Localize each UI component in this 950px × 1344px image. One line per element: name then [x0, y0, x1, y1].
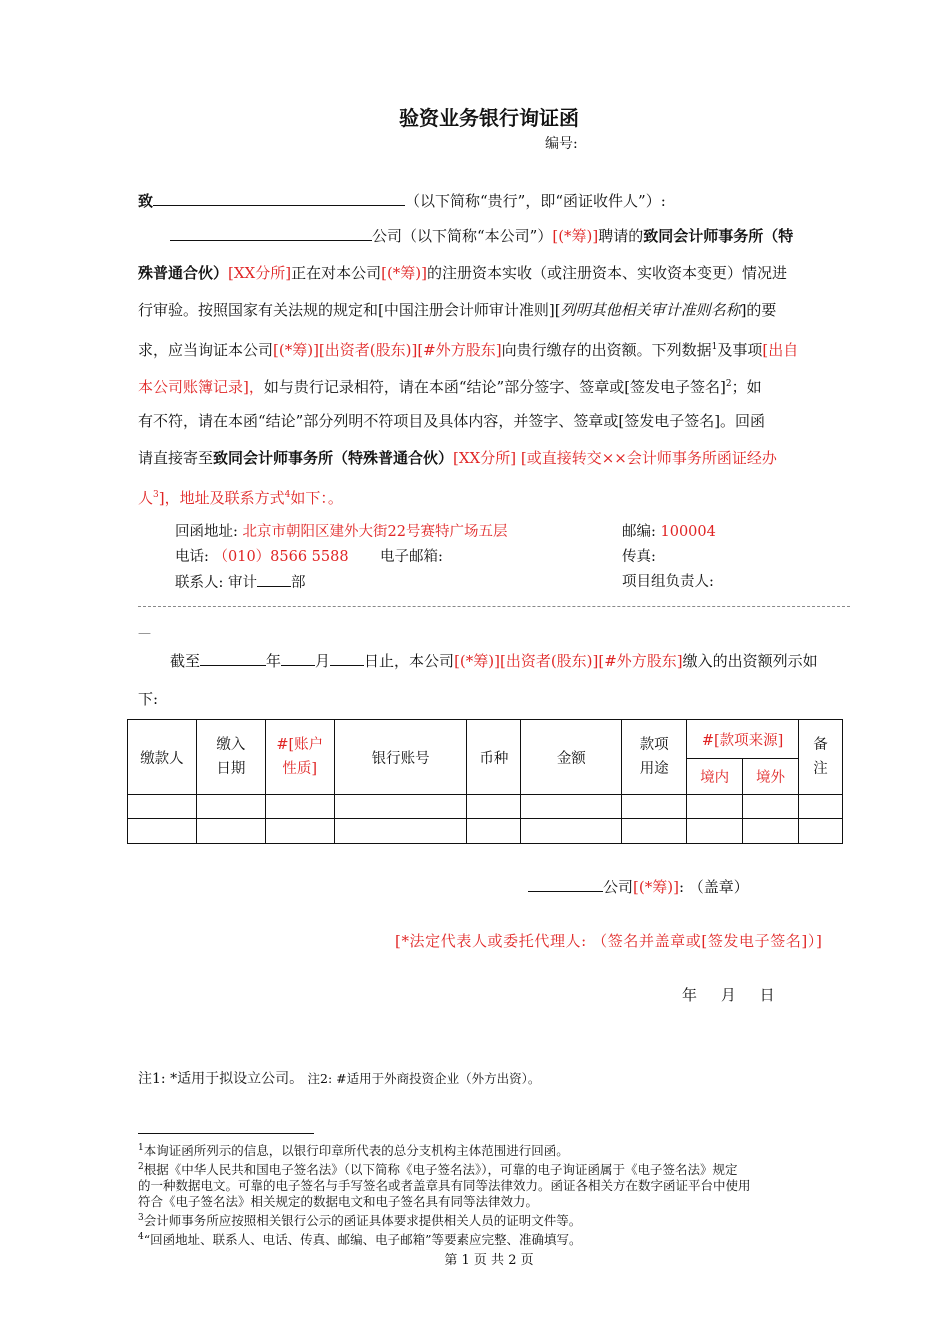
p1-segment: [(*筹)]	[552, 227, 599, 245]
p5-segment: 本公司账簿记录]，	[138, 378, 264, 396]
p8-segment: 3	[153, 490, 159, 500]
as_of-segment[interactable]	[281, 649, 315, 666]
p4-segment: [出自	[762, 341, 799, 359]
p8-segment: 如下：。	[290, 489, 343, 507]
p5-segment: ；如	[731, 378, 762, 396]
p8-segment: 4	[284, 490, 291, 500]
legal-representative: [*法定代表人或委托代理人: （签名并盖章或[签发电子签名]）]	[395, 932, 823, 950]
p4-segment: 向贵行缴存的出资额。下列数据	[501, 341, 712, 359]
phone-label: 电话:	[175, 549, 209, 565]
footnote-number: 2	[138, 1162, 144, 1173]
page-footer: 第 1 页 共 2 页	[444, 1253, 534, 1268]
footnotes	[138, 1140, 751, 1249]
company-blank[interactable]	[170, 224, 372, 241]
p7-segment: [XX分所] [或直接转交××会计师事务所函证经办	[453, 449, 777, 467]
table-cell[interactable]	[521, 819, 622, 844]
p8-segment: ]，地址及联系方式	[158, 489, 285, 507]
header-account-nature-1: #[账户	[276, 737, 324, 753]
footnote-line	[138, 1140, 751, 1159]
signature-company-tail: : （盖章）	[678, 878, 749, 896]
table-cell[interactable]	[622, 795, 687, 819]
p7-segment: 请直接寄至	[138, 449, 214, 467]
table-cell[interactable]	[467, 819, 521, 844]
header-usage-2: 用途	[639, 761, 669, 777]
footnote-text: “回函地址、联系人、电话、传真、邮编、电子邮箱”等要素应完整、准确填写。	[143, 1232, 582, 1248]
p5-segment: 2	[725, 379, 732, 389]
p2-segment: 正在对本公司	[291, 264, 382, 282]
table-cell[interactable]	[334, 795, 467, 819]
para-line-1	[170, 218, 793, 255]
as-of-line-end: 下:	[138, 690, 159, 708]
contact-label: 联系人: 审计	[175, 575, 257, 591]
p2-segment: 的注册资本实收（或注册资本、实收资本变更）情况进	[427, 264, 788, 282]
deposit-table	[127, 719, 843, 844]
date-line: 年 月 日	[682, 986, 775, 1004]
table-cell[interactable]	[743, 819, 799, 844]
header-account-nature-2: 性质]	[282, 761, 318, 777]
p3-segment: 行审验。按照国家有关法规的规定和[中国注册会计师审计准则][	[138, 301, 561, 319]
as_of-segment: [(*筹)][出资者(股东)][#外方股东]	[454, 652, 683, 670]
para-line-1-text	[372, 227, 793, 245]
table-cell[interactable]	[798, 795, 842, 819]
footnote-text: 本询证函所列示的信息，以银行印章所代表的总分支机构主体范围进行回函。	[143, 1143, 569, 1159]
project-manager-label: 项目组负责人:	[622, 574, 714, 590]
p4-segment: 求，应当询证本公司	[138, 341, 274, 359]
postcode-value: 100004	[660, 524, 716, 540]
to-suffix: （以下简称“贵行”，即“函证收件人”）:	[405, 192, 666, 210]
as_of-segment: 月	[315, 652, 331, 670]
table-cell[interactable]	[334, 819, 467, 844]
p4-segment: [(*筹)][出资者(股东)][#外方股东]	[273, 341, 502, 359]
note-1: 注1: *适用于拟设立公司。	[138, 1071, 304, 1087]
phone	[175, 545, 349, 569]
header-account-nature	[265, 720, 334, 795]
footnote-line	[138, 1178, 751, 1194]
table-cell[interactable]	[521, 795, 622, 819]
table-cell[interactable]	[196, 795, 265, 819]
table-cell[interactable]	[622, 819, 687, 844]
as_of-segment: 日止，本公司	[364, 652, 455, 670]
header-amount: 金额	[521, 720, 622, 795]
header-remark	[798, 720, 842, 795]
p1-segment: 致同会计师事务所（特	[643, 227, 794, 245]
footnote-separator	[138, 1133, 314, 1134]
p2-segment: [XX分所]	[228, 264, 292, 282]
header-fund-source: #[款项来源]	[687, 720, 799, 759]
para-line-3	[138, 292, 776, 329]
footnote-line	[138, 1159, 751, 1178]
dept-blank[interactable]	[257, 570, 291, 587]
p6-segment: 有不符，请在本函“结论”部分列明不符项目及具体内容，并签字、签章或[签发电子签名]。回函	[138, 412, 766, 430]
p4-segment: 1	[711, 342, 718, 352]
phone-value: （010）8566 5588	[213, 549, 349, 565]
footnote-number: 4	[138, 1232, 144, 1243]
as_of-segment[interactable]	[330, 649, 364, 666]
p7-segment: 致同会计师事务所（特殊普通合伙）	[213, 449, 454, 467]
para-line-7	[138, 440, 777, 477]
para-line-5	[138, 366, 762, 406]
as_of-segment: 缴入的出资额列示如	[682, 652, 818, 670]
header-pay-date-1: 缴入	[216, 737, 246, 753]
p3-segment: ]的要	[740, 301, 777, 319]
para-line-4	[138, 329, 798, 369]
header-pay-date	[196, 720, 265, 795]
header-foreign: 境外	[743, 759, 799, 795]
footnote-text: 的一种数据电文。可靠的电子签名与手写签名或者盖章具有同等法律效力。函证各相关方在数字函证平台中使用	[138, 1178, 751, 1194]
as-of-line	[170, 643, 818, 680]
header-bank-account: 银行账号	[334, 720, 467, 795]
header-payer: 缴款人	[128, 720, 197, 795]
footnote-number: 1	[138, 1143, 144, 1153]
p2-segment: [(*筹)]	[381, 264, 428, 282]
header-domestic: 境内	[687, 759, 743, 795]
as_of-segment[interactable]	[200, 649, 266, 666]
footnote-number: 3	[138, 1213, 144, 1224]
dashed-divider-end: —	[138, 626, 151, 641]
footnote-line	[138, 1210, 751, 1229]
table-cell[interactable]	[196, 819, 265, 844]
p4-segment: 及事项	[717, 341, 763, 359]
as_of-segment: 截至	[170, 652, 201, 670]
p3-segment: 列明其他相关审计准则名称	[560, 301, 741, 319]
footnote-text: 符合《电子签名法》相关规定的数据电文和电子签名具有同等法律效力。	[138, 1194, 539, 1210]
signature-company-label: 公司	[603, 878, 634, 896]
table-cell[interactable]	[687, 795, 743, 819]
header-pay-date-2: 日期	[216, 761, 246, 777]
address-label: 回函地址:	[175, 524, 238, 540]
notes	[138, 1068, 540, 1088]
p8-segment: 人	[138, 489, 154, 507]
footnote-text: 根据《中华人民共和国电子签名法》（以下简称《电子签名法》），可靠的电子询证函属于《电子签名法》规定	[143, 1162, 738, 1178]
para-line-8	[138, 477, 343, 517]
document-title: 验资业务银行询证函	[399, 106, 579, 130]
table-cell[interactable]	[743, 795, 799, 819]
para-line-6	[138, 403, 765, 440]
as_of-segment: 年	[266, 652, 282, 670]
return-address	[175, 520, 507, 544]
note-2: 注2: #适用于外商投资企业（外方出资）。	[307, 1071, 541, 1086]
table-cell[interactable]	[467, 795, 521, 819]
addressee-blank[interactable]	[153, 189, 405, 206]
signature-company-blank[interactable]	[528, 875, 603, 892]
footnote-line	[138, 1229, 751, 1248]
dashed-divider	[138, 606, 850, 607]
p2-segment: 殊普通合伙）	[138, 264, 229, 282]
header-remark-2: 注	[813, 761, 828, 777]
signature-company-red: [(*筹)]	[633, 878, 679, 896]
table-cell[interactable]	[265, 795, 334, 819]
signature-company-line	[528, 869, 749, 906]
p1-segment: 聘请的	[598, 227, 644, 245]
table-cell[interactable]	[687, 819, 743, 844]
to-prefix: 致	[138, 192, 154, 210]
header-usage-1: 款项	[639, 737, 669, 753]
header-currency: 币种	[467, 720, 521, 795]
address-value: 北京市朝阳区建外大街22号赛特广场五层	[242, 524, 508, 540]
para-line-2	[138, 255, 787, 292]
header-usage	[622, 720, 687, 795]
table-cell[interactable]	[798, 819, 842, 844]
postcode	[622, 520, 716, 544]
fax-label: 传真:	[622, 549, 656, 565]
table-cell[interactable]	[128, 795, 197, 819]
contact-person	[175, 570, 306, 595]
p5-segment: 如与贵行记录相符，请在本函“结论”部分签字、签章或[签发电子签名]	[263, 378, 726, 396]
header-remark-1: 备	[813, 737, 828, 753]
document-number-label: 编号:	[545, 136, 578, 152]
table-row	[128, 795, 843, 819]
table-cell[interactable]	[265, 819, 334, 844]
footnote-text: 会计师事务所应按照相关银行公示的函证具体要求提供相关人员的证明文件等。	[143, 1213, 582, 1229]
email-label: 电子邮箱:	[380, 549, 443, 565]
table-row	[128, 819, 843, 844]
postcode-label: 邮编:	[622, 524, 656, 540]
p1-segment: 公司（以下简称“本公司”）	[372, 227, 553, 245]
footnote-line	[138, 1194, 751, 1210]
contact-suffix: 部	[291, 575, 306, 591]
table-cell[interactable]	[128, 819, 197, 844]
addressee-line	[138, 183, 666, 220]
